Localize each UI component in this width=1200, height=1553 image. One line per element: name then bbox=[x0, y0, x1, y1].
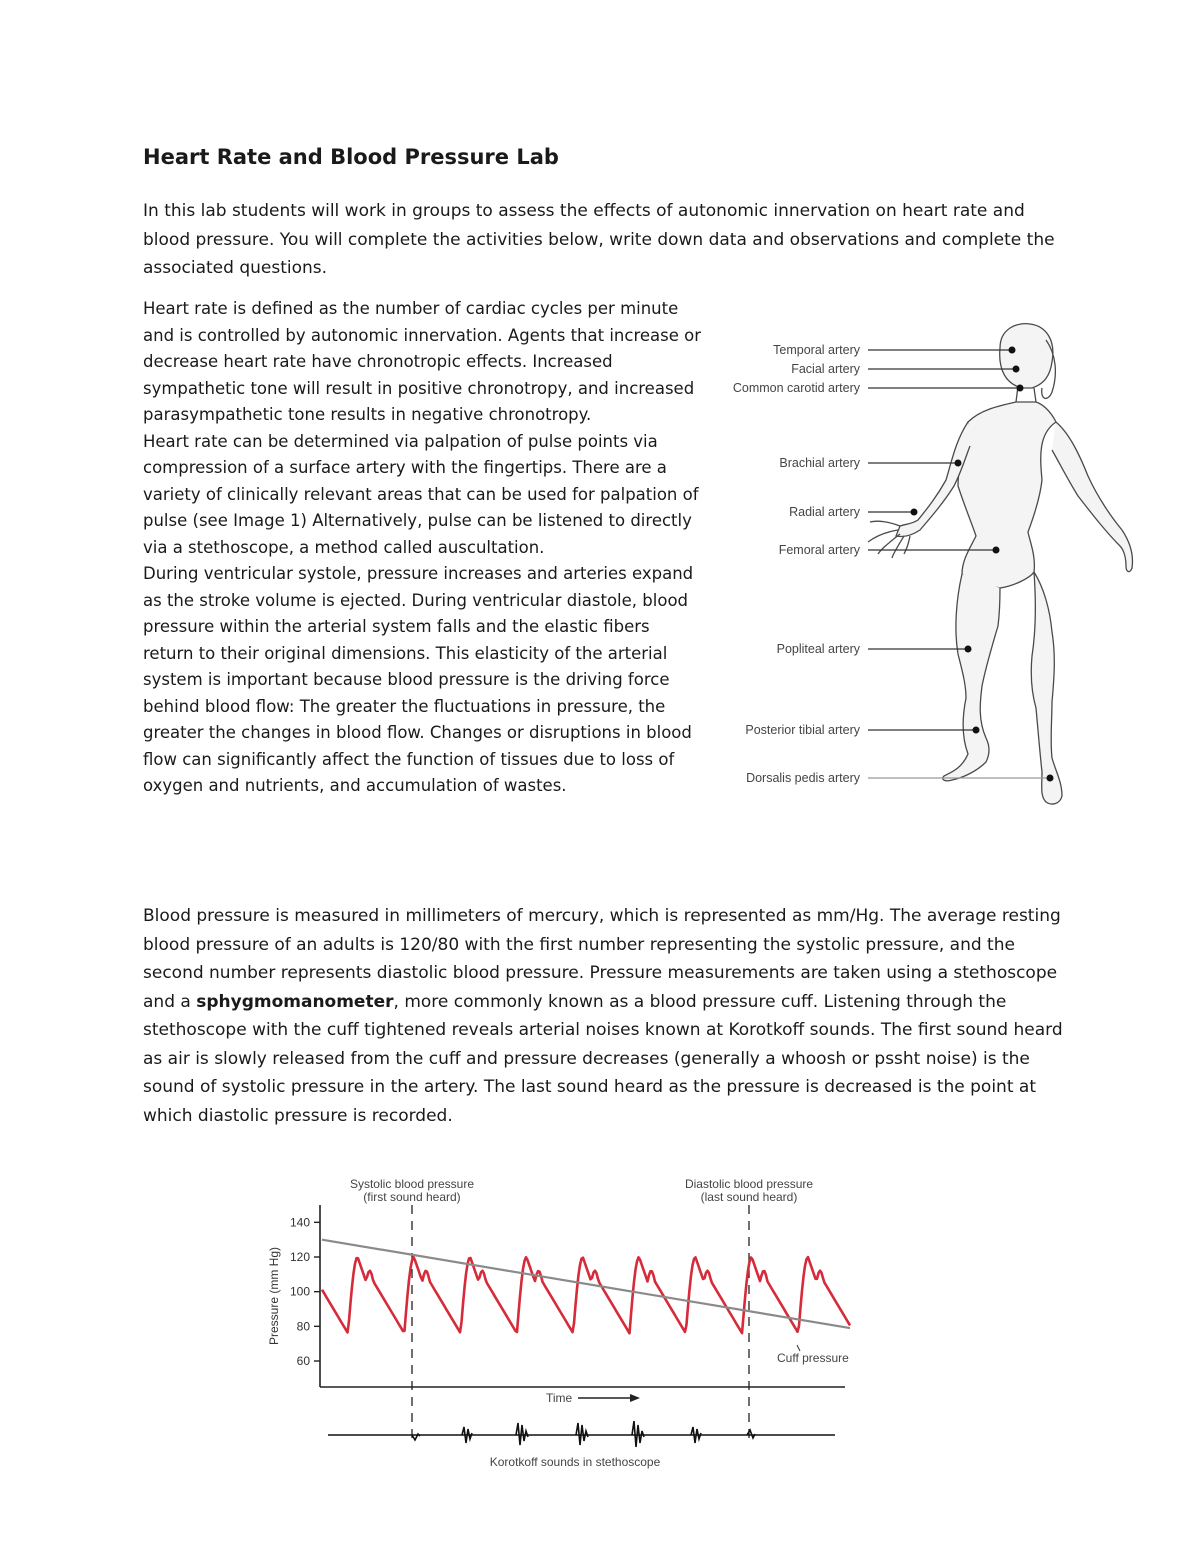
diastolic-sublabel: (last sound heard) bbox=[700, 1190, 798, 1204]
label-dorsalis-pedis-artery: Dorsalis pedis artery bbox=[746, 771, 860, 785]
page-title: Heart Rate and Blood Pressure Lab bbox=[143, 145, 559, 169]
label-femoral-artery: Femoral artery bbox=[778, 543, 860, 557]
label-radial-artery: Radial artery bbox=[789, 505, 860, 519]
systole-paragraph: During ventricular systole, pressure increases and arteries expand as the stroke volume is ejected. During ventricular diastole, blood pressure within the arterial system falls and the elastic fibers return to their original dimensions. This elasticity of the arterial system is important because blood pressure is the driving force behind blood flow: The greater the fluctuations in pressure, the greater the changes in blood flow. Changes or disruptions in blood flow can significantly affect the function of tissues due to loss of oxygen and nutrients, and accumulation of wastes. bbox=[143, 564, 694, 795]
systolic-label: Systolic blood pressure bbox=[349, 1177, 475, 1191]
label-brachial-artery: Brachial artery bbox=[779, 456, 860, 470]
sphygmomanometer-term: sphygmomanometer bbox=[196, 991, 394, 1012]
label-common-carotid-artery: Common carotid artery bbox=[732, 381, 860, 395]
label-facial-artery: Facial artery bbox=[791, 362, 860, 376]
y-tick-label: 140 bbox=[289, 1215, 310, 1230]
y-ticks bbox=[290, 1215, 320, 1368]
intro-paragraph: In this lab students will work in groups to assess the effects of autonomic innervation on heart rate and blood pressure. You will complete the activities below, write down data and observations and complete the associated questions. bbox=[143, 201, 1055, 278]
chart-axes bbox=[320, 1205, 845, 1387]
label-temporal-artery: Temporal artery bbox=[773, 343, 860, 357]
bp-text-part1: Blood pressure is measured in millimeters of mercury, which is represented as mm/Hg. The average resting blood pressure of an adults is 120/80 with the first number representing the systolic pressure, and the second number represents diastolic blood pressure. Pressure measurements are taken using a stethoscope and a bbox=[143, 906, 1061, 1012]
time-arrow bbox=[578, 1394, 640, 1402]
bp-chart bbox=[240, 1165, 880, 1475]
y-tick-label: 100 bbox=[289, 1284, 310, 1299]
label-posterior-tibial-artery: Posterior tibial artery bbox=[745, 723, 860, 737]
human-body-silhouette bbox=[868, 324, 1133, 804]
label-popliteal-artery: Popliteal artery bbox=[776, 642, 860, 656]
cuff-pressure-line bbox=[322, 1240, 850, 1328]
diastolic-annotation bbox=[685, 1177, 813, 1204]
y-tick-label: 60 bbox=[296, 1354, 310, 1368]
left-column bbox=[143, 296, 703, 800]
x-axis-label: Time bbox=[546, 1391, 573, 1405]
y-tick-label: 120 bbox=[289, 1250, 310, 1264]
bp-text-part2: , more commonly known as a blood pressure cuff. Listening through the stethoscope with the cuff tightened reveals arterial noises known at Korotkoff sounds. The first sound heard as air is slowly released from the cuff and pressure decreases (generally a whoosh or pssht noise) is the sound of systolic pressure in the artery. The last sound heard as the pressure is decreased is the point at which diastolic pressure is recorded. bbox=[143, 991, 1063, 1126]
systolic-sublabel: (first sound heard) bbox=[363, 1190, 461, 1204]
artery-figure bbox=[700, 310, 1170, 820]
y-axis-label: Pressure (mm Hg) bbox=[267, 1246, 281, 1346]
arterial-pressure-line bbox=[322, 1257, 850, 1333]
cuff-pressure-label: Cuff pressure bbox=[777, 1351, 849, 1365]
heart-rate-paragraph: Heart rate is defined as the number of cardiac cycles per minute and is controlled by autonomic innervation. Agents that increase or decrease heart rate have chronotropic effects. Increased sympathetic tone will result in positive chronotropy, and increased parasympathetic tone results in negative chronotropy. bbox=[143, 299, 702, 424]
diastolic-label: Diastolic blood pressure bbox=[684, 1177, 814, 1191]
blood-pressure-paragraph bbox=[143, 902, 1068, 1130]
systolic-annotation bbox=[350, 1177, 474, 1204]
artery-labels bbox=[733, 343, 861, 785]
y-tick-label: 80 bbox=[296, 1319, 310, 1334]
korotkoff-sounds-trace bbox=[328, 1421, 835, 1447]
korotkoff-label: Korotkoff sounds in stethoscope bbox=[489, 1455, 661, 1469]
palpation-paragraph: Heart rate can be determined via palpation of pulse points via compression of a surface artery with the fingertips. There are a variety of clinically relevant areas that can be used for palpation of pulse (see Image 1) Alternatively, pulse can be listened to directly via a stethoscope, a method called auscultation. bbox=[143, 431, 699, 557]
